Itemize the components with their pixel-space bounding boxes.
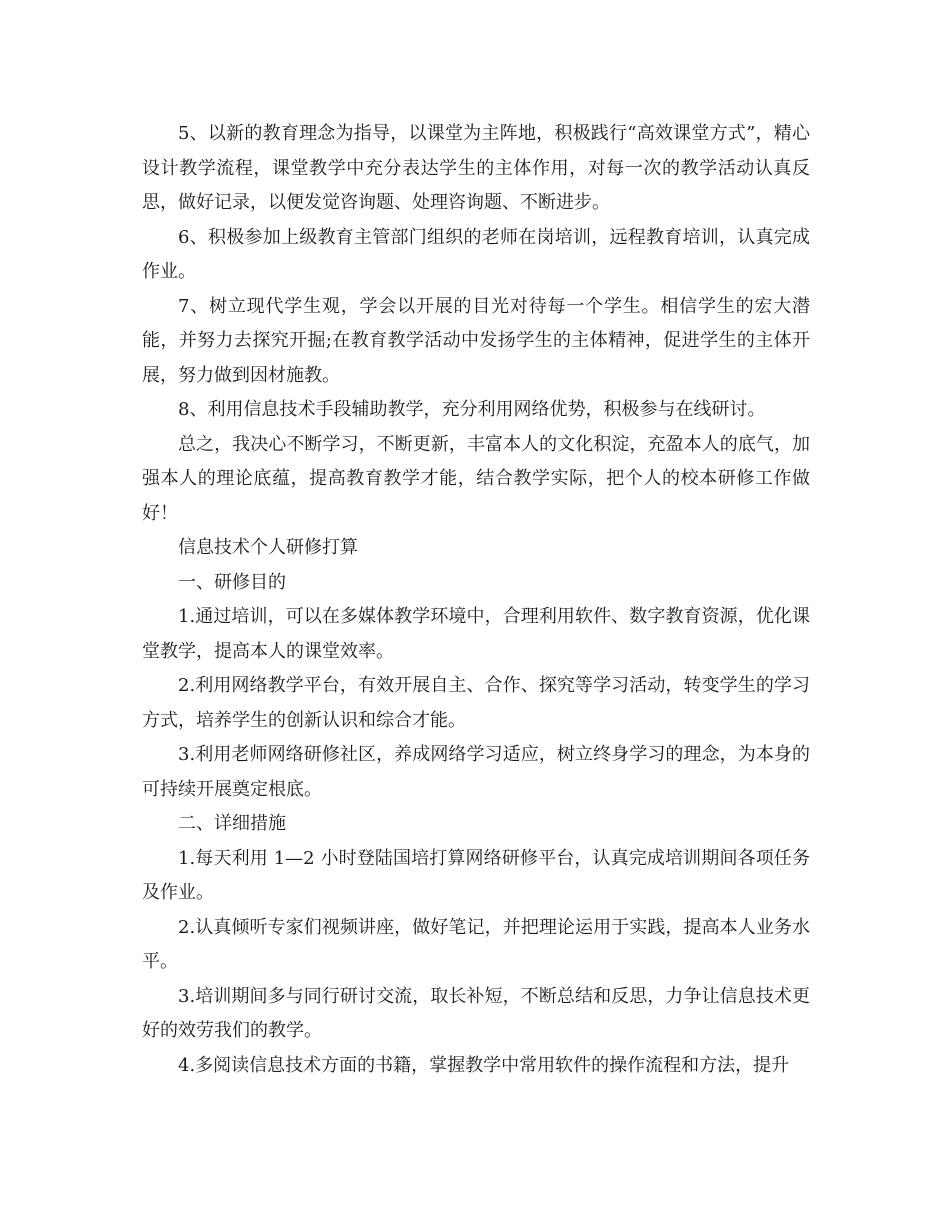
paragraph-item-6: 6、积极参加上级教育主管部门组织的老师在岗培训，远程教育培训，认真完成作业。 xyxy=(142,226,810,282)
measure-item-4: 4.多阅读信息技术方面的书籍，掌握教学中常用软件的操作流程和方法，提升 xyxy=(178,1054,790,1076)
heading-goals: 一、研修目的 xyxy=(178,571,286,593)
goal-item-3: 3.利用老师网络研修社区，养成网络学习适应，树立终身学习的理念，为本身的可持续开展奠定根底。 xyxy=(142,744,810,800)
goal-item-2: 2.利用网络教学平台，有效开展自主、合作、探究等学习活动，转变学生的学习方式，培养学生的创新认识和综合才能。 xyxy=(142,675,810,731)
paragraph-item-5: 5、以新的教育理念为指导，以课堂为主阵地，积极践行“高效课堂方式”，精心设计教学流程，课堂教学中充分表达学生的主体作用，对每一次的教学活动认真反思，做好记录，以便发觉咨询题、处理咨询题、不断进步。 xyxy=(142,123,810,213)
section-title: 信息技术个人研修打算 xyxy=(178,537,358,558)
paragraph-conclusion: 总之，我决心不断学习，不断更新，丰富本人的文化积淀，充盈本人的底气，加强本人的理论底蕴，提高教育教学才能，结合教学实际，把个人的校本研修工作做好！ xyxy=(142,433,810,524)
paragraph-item-7: 7、树立现代学生观，学会以开展的目光对待每一个学生。相信学生的宏大潜能，并努力去探究开掘;在教育教学活动中发扬学生的主体精神，促进学生的主体开展，努力做到因材施教。 xyxy=(142,295,810,386)
paragraph-item-8: 8、利用信息技术手段辅助教学，充分利用网络优势，积极参与在线研讨。 xyxy=(178,399,766,420)
measure-item-2: 2.认真倾听专家们视频讲座，做好笔记，并把理论运用于实践，提高本人业务水平。 xyxy=(142,916,810,972)
measure-item-1: 1.每天利用 1—2 小时登陆国培打算网络研修平台，认真完成培训期间各项任务及作业。 xyxy=(142,847,810,903)
heading-measures: 二、详细措施 xyxy=(178,813,286,834)
goal-item-1: 1.通过培训，可以在多媒体教学环境中，合理利用软件、数字教育资源，优化课堂教学，提高本人的课堂效率。 xyxy=(142,606,810,662)
document-body xyxy=(142,117,810,1083)
measure-item-3: 3.培训期间多与同行研讨交流，取长补短，不断总结和反思，力争让信息技术更好的效劳我们的教学。 xyxy=(142,985,810,1041)
